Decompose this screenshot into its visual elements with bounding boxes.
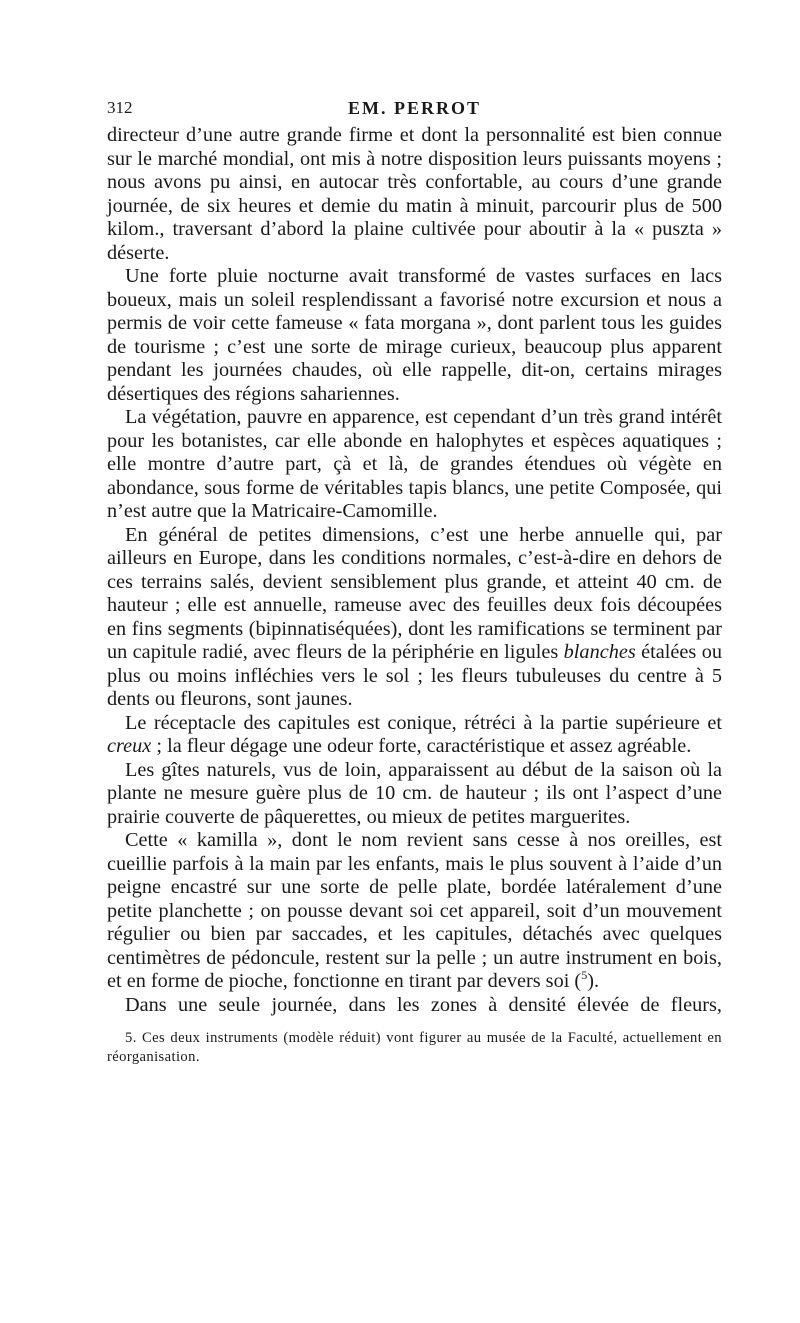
paragraph [107, 712, 722, 759]
text-run: Dans une seule journée, dans les zones à densité élevée de fleurs, [125, 993, 722, 1016]
page-number: 312 [107, 98, 133, 117]
page [107, 98, 722, 1082]
italic-term: creux [107, 735, 152, 757]
text-run: étalées ou plus ou moins infléchies vers le sol ; les fleurs tubuleuses du centre à 5 dents ou fleurons, sont jaunes. [107, 641, 723, 710]
footnote-ref: 5 [581, 968, 588, 983]
paragraph [107, 524, 722, 712]
paragraph [107, 265, 722, 406]
text-run: ). [587, 970, 600, 992]
text-run: ; la fleur dégage une odeur forte, caractéristique et assez agréable. [151, 735, 692, 757]
text-run: Le réceptacle des capitules est conique, rétréci à la partie supérieure et [125, 711, 722, 734]
running-head [107, 98, 722, 124]
text-run: directeur d’une autre grande firme et dont la personnalité est bien connue sur le marché mondial, ont mis à notre disposition leurs puissants moyens ; nous avons pu ainsi, en autocar très confortable, au cours d’une grande journée, de six heures et demie du matin à minuit, parcourir plus de 500 kilom., traversant d’abord la plaine cultivée pour aboutir à la « puszta » déserte. [107, 124, 722, 264]
text-run: En général de petites dimensions, c’est une herbe annuelle qui, par ailleurs en Europe, dans les conditions normales, c’est-à-dire en dehors de ces terrains salés, devient sensiblement plus grande, et atteint 40 cm. de hauteur ; elle est annuelle, rameuse avec des feuilles deux fois découpées en fins segments (bipinnatiséquées), dont les ramifications se terminent par un capitule radié, avec fleurs de la périphérie en ligules [107, 523, 722, 663]
text-run: La végétation, pauvre en apparence, est cependant d’un très grand intérêt pour les botanistes, car elle abonde en halophytes et espèces aquatiques ; elle montre d’autre part, çà et là, de grandes étendues où végète en abondance, sous forme de véritables tapis blancs, une petite Composée, qui n’est autre que la Matricaire-Camomille. [107, 406, 722, 522]
paragraph [107, 406, 722, 524]
text-run: Cette « kamilla », dont le nom revient sans cesse à nos oreilles, est cueillie parfois à la main par les enfants, mais le plus souvent à l’aide d’un peigne encastré sur une sorte de pelle plate, bordée latéralement d’une petite planchette ; on pousse devant soi cet appareil, soit d’un mouvement régulier ou bien par saccades, et les capitules, détachés avec quelques centimètres de pédoncule, restent sur la pelle ; un autre instrument en bois, et en forme de pioche, fonctionne en tirant par devers soi ( [107, 829, 722, 992]
text-run: Les gîtes naturels, vus de loin, apparaissent au début de la saison où la plante ne mesure guère plus de 10 cm. de hauteur ; ils ont l’aspect d’une prairie couverte de pâquerettes, ou mieux de petites marguerites. [107, 758, 722, 828]
italic-term: blanches [563, 641, 636, 663]
paragraph [107, 124, 722, 265]
body-text [107, 124, 722, 1017]
text-run: Une forte pluie nocturne avait transformé de vastes surfaces en lacs boueux, mais un soleil resplendissant a favorisé notre excursion et nous a permis de voir cette fameuse « fata morgana », dont parlent tous les guides de tourisme ; c’est une sorte de mirage curieux, beaucoup plus apparent pendant les journées chaudes, où elle rappelle, dit-on, certains mirages désertiques des régions sahariennes. [107, 265, 722, 405]
running-title: EM. PERROT [347, 98, 481, 118]
footnote: 5. Ces deux instruments (modèle réduit) vont figurer au musée de la Faculté, actuellement en réorganisation. [107, 1030, 722, 1065]
paragraph [107, 829, 722, 994]
paragraph [107, 994, 722, 1018]
paragraph [107, 759, 722, 830]
